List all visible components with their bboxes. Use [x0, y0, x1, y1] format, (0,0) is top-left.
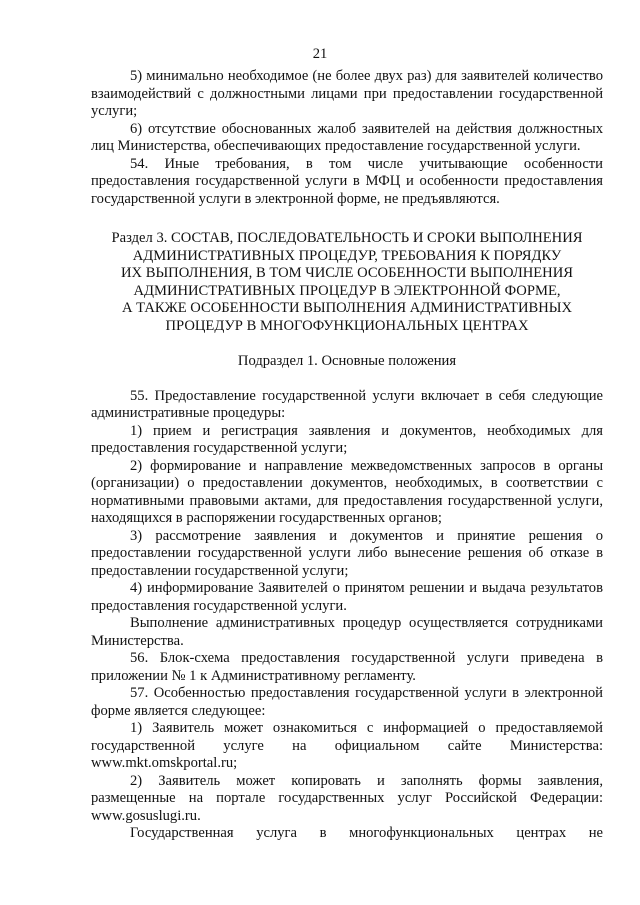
page-number: 21 — [312, 46, 328, 62]
paragraph-55: 55. Предоставление государственной услуги включает в себя следующие административные процедуры: — [91, 387, 603, 421]
paragraph-57: 57. Особенностью предоставления государственной услуги в электронной форме является следующее: — [91, 685, 603, 719]
paragraph-56: 56. Блок-схема предоставления государственной услуги приведена в приложении № 1 к Административному регламенту. — [91, 650, 603, 684]
section-title-line: ИХ ВЫПОЛНЕНИЯ, В ТОМ ЧИСЛЕ ОСОБЕННОСТИ ВЫПОЛНЕНИЯ — [120, 265, 573, 281]
list-item-57-1: 1) Заявитель может ознакомиться с информацией о предоставляемой государственной услуге на официальном сайте Министерства: www.mkt.omskportal.ru; — [91, 720, 603, 771]
subsection-title: Подраздел 1. Основные положения — [237, 353, 457, 369]
section-title-line: А ТАКЖЕ ОСОБЕННОСТИ ВЫПОЛНЕНИЯ АДМИНИСТРАТИВНЫХ — [121, 300, 573, 316]
list-item-1: 1) прием и регистрация заявления и документов, необходимых для предоставления государственной услуги; — [91, 422, 603, 456]
paragraph-5: 5) минимально необходимое (не более двух раз) для заявителей количество взаимодействий с должностными лицами при предоставлении государственной услуги; — [91, 68, 603, 119]
section-title-line: Раздел 3. СОСТАВ, ПОСЛЕДОВАТЕЛЬНОСТЬ И СРОКИ ВЫПОЛНЕНИЯ — [111, 230, 583, 246]
paragraph-staff: Выполнение административных процедур осуществляется сотрудниками Министерства. — [91, 615, 603, 649]
section-title-line: ПРОЦЕДУР В МНОГОФУНКЦИОНАЛЬНЫХ ЦЕНТРАХ — [165, 317, 529, 334]
paragraph-6: 6) отсутствие обоснованных жалоб заявителей на действия должностных лиц Министерства, обеспечивающих предоставление государственной услуги. — [91, 120, 603, 154]
list-item-3: 3) рассмотрение заявления и документов и принятие решения о предоставлении государственной услуги либо вынесение решения об отказе в предоставлении государственной услуги; — [91, 527, 603, 579]
page-content — [91, 68, 603, 843]
paragraph-mfc: Государственная услуга в многофункциональных центрах не — [130, 825, 603, 841]
list-item-57-2: 2) Заявитель может копировать и заполнять формы заявления, размещенные на портале государственных услуг Российской Федерации: www.gosuslugi.ru. — [91, 772, 603, 824]
section-title-line: АДМИНИСТРАТИВНЫХ ПРОЦЕДУР В ЭЛЕКТРОННОЙ ФОРМЕ, — [133, 282, 561, 299]
list-item-4: 4) информирование Заявителей о принятом решении и выдача результатов предоставления государственной услуги. — [91, 580, 603, 614]
section-title-line: АДМИНИСТРАТИВНЫХ ПРОЦЕДУР, ТРЕБОВАНИЯ К ПОРЯДКУ — [132, 247, 562, 264]
paragraph-54: 54. Иные требования, в том числе учитывающие особенности предоставления государственной услуги в МФЦ и особенности предоставления государственной услуги в электронной форме, не предъявляются. — [91, 155, 603, 207]
section-title — [91, 230, 603, 335]
list-item-2: 2) формирование и направление межведомственных запросов в органы (организации) о предоставлении документов, необходимых, в соответствии с нормативными правовыми актами, для предоставления государственной услуги, находящихся в распоряжении государственных органов; — [91, 457, 603, 526]
